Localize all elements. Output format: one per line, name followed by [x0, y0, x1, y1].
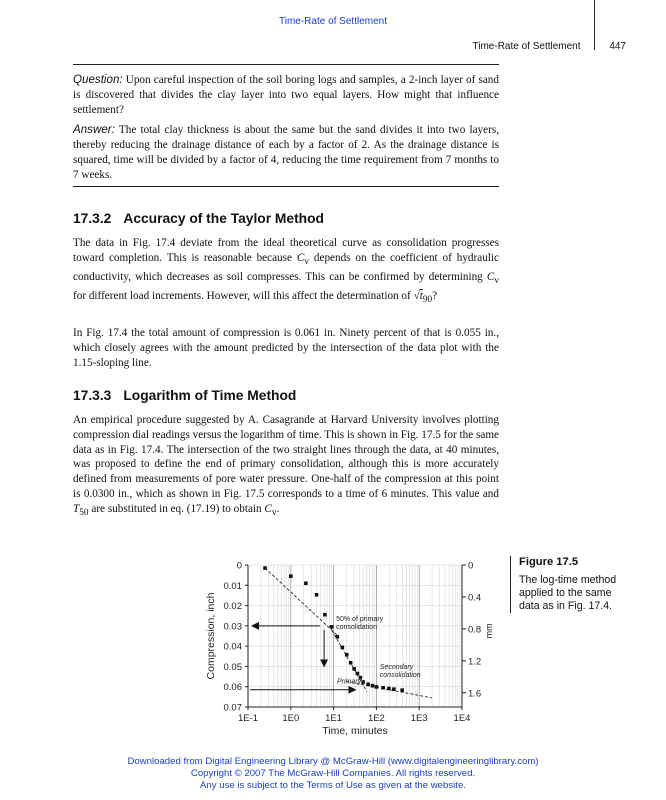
- x-tick-label: 1E1: [325, 713, 343, 724]
- early-tangent-line: [265, 568, 337, 635]
- footer-download-link[interactable]: Downloaded from Digital Engineering Library @ McGraw-Hill (www.digitalengineeringlibrary.com): [127, 756, 539, 767]
- data-point: [375, 685, 379, 689]
- y2-tick-label: 1.6: [468, 688, 482, 700]
- y-tick-label: 0.07: [223, 702, 242, 714]
- answer-label: Answer:: [73, 123, 115, 136]
- data-point: [323, 613, 327, 617]
- data-point: [381, 686, 385, 690]
- y2-axis-label: mm: [484, 623, 494, 639]
- text-span: ?: [432, 289, 438, 302]
- y2-tick-label: 0.4: [468, 592, 482, 604]
- data-point: [336, 635, 340, 639]
- text-span: depends on the coefficient of hydraulic conductivity, which decreases as soil compresses. This can be confirmed by determining: [73, 251, 499, 283]
- x-tick-label: 1E4: [453, 713, 471, 724]
- y2-tick-label: 0.8: [468, 624, 482, 636]
- y-tick-label: 0.02: [223, 601, 242, 613]
- data-point: [349, 661, 353, 665]
- figure-caption-title: Figure 17.5: [519, 556, 579, 568]
- text-span: An empirical procedure suggested by A. Casagrande at Harvard University involves plotting compression dial readings versus the logarithm of time. This is shown in Fig. 17.5 for the same data as in Fig. 17.4. The intersection of the two straight lines through the data, at 40 minutes, was proposed to define the end of primary consolidation, although this is more accurately defined from measurements of pore water pressure. One-half of the compression at this point is 0.0300 in., which as shown in Fig. 17.5 corresponds to a time of 6 minutes. This value and: [73, 414, 499, 500]
- math-symbol: C: [486, 270, 495, 283]
- figure-caption-text: The log-time method applied to the same data as in Fig. 17.4.: [519, 574, 617, 612]
- math-subscript: 50: [79, 508, 89, 519]
- text-span: .: [276, 502, 280, 515]
- running-head: [473, 41, 626, 52]
- data-point: [330, 625, 334, 629]
- running-head-title: Time-Rate of Settlement: [472, 41, 581, 52]
- qa-bottom-rule: [73, 186, 499, 187]
- log-time-chart: [200, 555, 500, 745]
- chart-grid: [248, 565, 462, 707]
- data-point: [263, 566, 267, 570]
- page-number: 447: [609, 41, 626, 52]
- y-tick-label: 0: [236, 560, 242, 572]
- paragraph-taylor-2: In Fig. 17.4 the total amount of compression is 0.061 in. Ninety percent of that is 0.055 in., which closely agrees with the amount predicted by the intersection of the data plot with the 1.15-sloping line.: [73, 327, 499, 369]
- annotation-50-percent-line2: consolidation: [336, 624, 377, 632]
- footer-terms[interactable]: Any use is subject to the Terms of Use as given at the website.: [200, 780, 466, 791]
- question-block: [73, 72, 499, 118]
- y-tick-label: 0.01: [223, 580, 242, 592]
- text-span: The data in Fig. 17.4 deviate from the ideal theoretical curve as consolidation progresses toward completion. This is reasonable because: [73, 237, 499, 264]
- annotation-50-percent-line1: 50% of primary: [336, 616, 384, 624]
- footer: [0, 756, 666, 792]
- section-number: 17.3.2: [73, 211, 112, 226]
- section-number: 17.3.3: [73, 388, 112, 403]
- paragraph-log-time: [73, 413, 499, 521]
- data-point: [392, 687, 396, 691]
- math-subscript: v: [271, 508, 277, 519]
- data-point: [315, 593, 319, 597]
- math-subscript: 90: [422, 295, 433, 306]
- answer-block: [73, 122, 499, 183]
- question-label: Question:: [73, 73, 123, 86]
- x-tick-label: 1E2: [367, 713, 385, 724]
- data-point: [304, 581, 308, 585]
- section-title: Logarithm of Time Method: [123, 388, 297, 403]
- paragraph-taylor-1: [73, 236, 499, 308]
- annotation-secondary-line1: Secondary: [379, 664, 414, 672]
- x-tick-label: 1E-1: [237, 713, 259, 724]
- math-symbol: T: [73, 502, 80, 515]
- y-axis-label: Compression, inch: [205, 592, 217, 680]
- math-subscript: v: [304, 257, 309, 268]
- y-tick-label: 0.05: [223, 661, 242, 673]
- x-tick-label: 1E0: [282, 713, 300, 724]
- sqrt-sign: √: [413, 289, 420, 302]
- section-heading-taylor: [73, 211, 324, 226]
- annotation-secondary-line2: consolidation: [379, 672, 421, 680]
- math-symbol: C: [296, 251, 305, 264]
- data-point: [352, 667, 356, 671]
- text-span: are substituted in eq. (17.19) to obtain: [88, 502, 265, 515]
- data-point: [366, 682, 370, 686]
- y2-tick-label: 0: [468, 560, 474, 572]
- data-point: [356, 672, 360, 676]
- figure-17-5: [200, 555, 500, 750]
- y-tick-label: 0.06: [223, 682, 242, 694]
- text-span: for different load increments. However, will this affect the determination of: [73, 289, 414, 302]
- data-point: [371, 684, 375, 688]
- question-text: Upon careful inspection of the soil boring logs and samples, a 2-inch layer of sand is discovered that divides the clay layer into two equal layers. How might that influence settlement?: [73, 74, 499, 116]
- math-symbol: t: [419, 289, 423, 302]
- math-symbol: C: [264, 502, 272, 515]
- y-tick-label: 0.03: [223, 621, 242, 633]
- data-point: [289, 574, 293, 578]
- math-subscript: v: [494, 276, 499, 287]
- data-point: [361, 680, 365, 684]
- annotation-primary: Primary: [336, 678, 362, 686]
- x-tick-label: 1E3: [410, 713, 428, 724]
- data-point: [341, 646, 345, 650]
- top-link[interactable]: Time-Rate of Settlement: [278, 16, 387, 27]
- answer-text: The total clay thickness is about the same but the sand divides it into two layers, thereby reducing the drainage distance of each by a factor of 2. As the drainage distance is squared, time will be divided by a factor of 4, reducing the time requirement from 7 months to 7 weeks.: [73, 124, 499, 181]
- data-point: [400, 688, 404, 692]
- data-point: [345, 653, 349, 657]
- data-point: [387, 687, 391, 691]
- section-title: Accuracy of the Taylor Method: [123, 211, 324, 226]
- footer-copyright: Copyright © 2007 The McGraw-Hill Companies. All rights reserved.: [190, 768, 476, 779]
- section-heading-log-time: [73, 388, 296, 403]
- figure-caption: [510, 556, 631, 613]
- y2-tick-label: 1.2: [468, 656, 482, 668]
- x-axis-label: Time, minutes: [322, 725, 388, 737]
- y-tick-label: 0.04: [223, 641, 242, 653]
- qa-top-rule: [73, 64, 499, 65]
